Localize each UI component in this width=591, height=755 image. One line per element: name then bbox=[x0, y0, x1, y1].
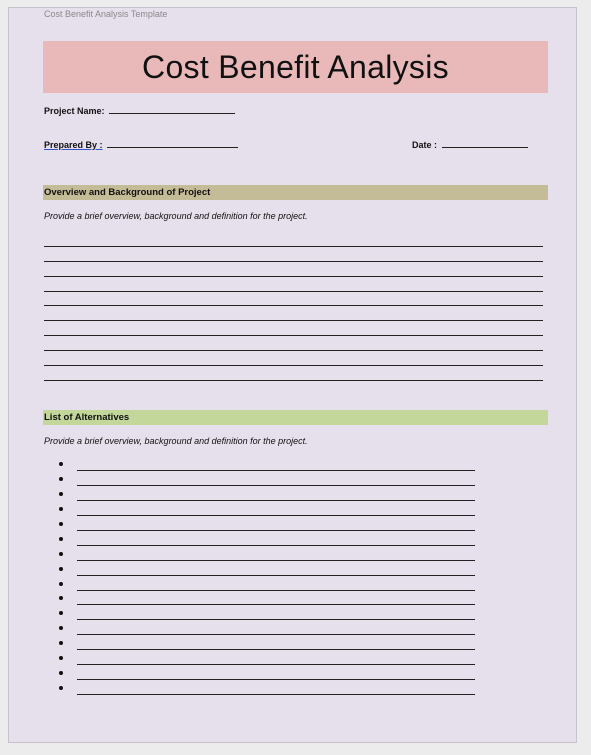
bullet-icon bbox=[59, 522, 63, 526]
alternative-blank-line[interactable] bbox=[77, 637, 475, 650]
overview-heading: Overview and Background of Project bbox=[43, 185, 548, 200]
overview-instruction: Provide a brief overview, background and definition for the project. bbox=[44, 211, 308, 221]
document-title: Cost Benefit Analysis bbox=[142, 48, 449, 85]
alternative-blank-line[interactable] bbox=[77, 563, 475, 576]
overview-lines bbox=[44, 232, 543, 381]
bullet-icon bbox=[59, 552, 63, 556]
alternative-blank-line[interactable] bbox=[77, 488, 475, 501]
bullet-icon bbox=[59, 671, 63, 675]
alternative-blank-line[interactable] bbox=[77, 458, 475, 471]
date-label: Date : bbox=[412, 140, 438, 150]
bullet-icon bbox=[59, 477, 63, 481]
overview-writing-line[interactable] bbox=[44, 277, 543, 292]
alternative-blank-line[interactable] bbox=[77, 473, 475, 486]
bullet-icon bbox=[59, 507, 63, 511]
title-banner bbox=[43, 41, 548, 93]
overview-writing-line[interactable] bbox=[44, 366, 543, 381]
alternative-blank-line[interactable] bbox=[77, 518, 475, 531]
bullet-icon bbox=[59, 567, 63, 571]
alternative-blank-line[interactable] bbox=[77, 607, 475, 620]
alternatives-instruction: Provide a brief overview, background and definition for the project. bbox=[44, 436, 308, 446]
alternative-blank-line[interactable] bbox=[77, 533, 475, 546]
prepared-by-blank[interactable] bbox=[107, 138, 238, 148]
alternatives-heading: List of Alternatives bbox=[43, 410, 548, 425]
bullet-icon bbox=[59, 641, 63, 645]
overview-writing-line[interactable] bbox=[44, 262, 543, 277]
alternative-blank-line[interactable] bbox=[77, 592, 475, 605]
date-blank[interactable] bbox=[442, 138, 528, 148]
bullet-icon bbox=[59, 537, 63, 541]
bullet-icon bbox=[59, 596, 63, 600]
alternative-blank-line[interactable] bbox=[77, 667, 475, 680]
page-header: Cost Benefit Analysis Template bbox=[44, 9, 168, 19]
overview-writing-line[interactable] bbox=[44, 232, 543, 247]
bullet-icon bbox=[59, 611, 63, 615]
alternative-blank-line[interactable] bbox=[77, 503, 475, 516]
alternative-blank-line[interactable] bbox=[77, 548, 475, 561]
alternative-blank-line[interactable] bbox=[77, 652, 475, 665]
overview-writing-line[interactable] bbox=[44, 306, 543, 321]
bullet-icon bbox=[59, 492, 63, 496]
bullet-icon bbox=[59, 686, 63, 690]
bullet-icon bbox=[59, 462, 63, 466]
document-page bbox=[8, 7, 577, 743]
bullet-icon bbox=[59, 656, 63, 660]
overview-writing-line[interactable] bbox=[44, 351, 543, 366]
project-name-blank[interactable] bbox=[109, 104, 235, 114]
project-name-field[interactable] bbox=[44, 104, 235, 116]
overview-writing-line[interactable] bbox=[44, 292, 543, 307]
bullet-icon bbox=[59, 582, 63, 586]
overview-writing-line[interactable] bbox=[44, 321, 543, 336]
project-name-label: Project Name: bbox=[44, 106, 105, 116]
alternative-blank-line[interactable] bbox=[77, 682, 475, 695]
bullet-icon bbox=[59, 626, 63, 630]
alternative-blank-line[interactable] bbox=[77, 578, 475, 591]
prepared-by-label: Prepared By : bbox=[44, 140, 103, 150]
overview-writing-line[interactable] bbox=[44, 336, 543, 351]
overview-writing-line[interactable] bbox=[44, 247, 543, 262]
date-field[interactable] bbox=[412, 138, 528, 150]
prepared-by-field[interactable] bbox=[44, 138, 238, 150]
alternative-blank-line[interactable] bbox=[77, 622, 475, 635]
